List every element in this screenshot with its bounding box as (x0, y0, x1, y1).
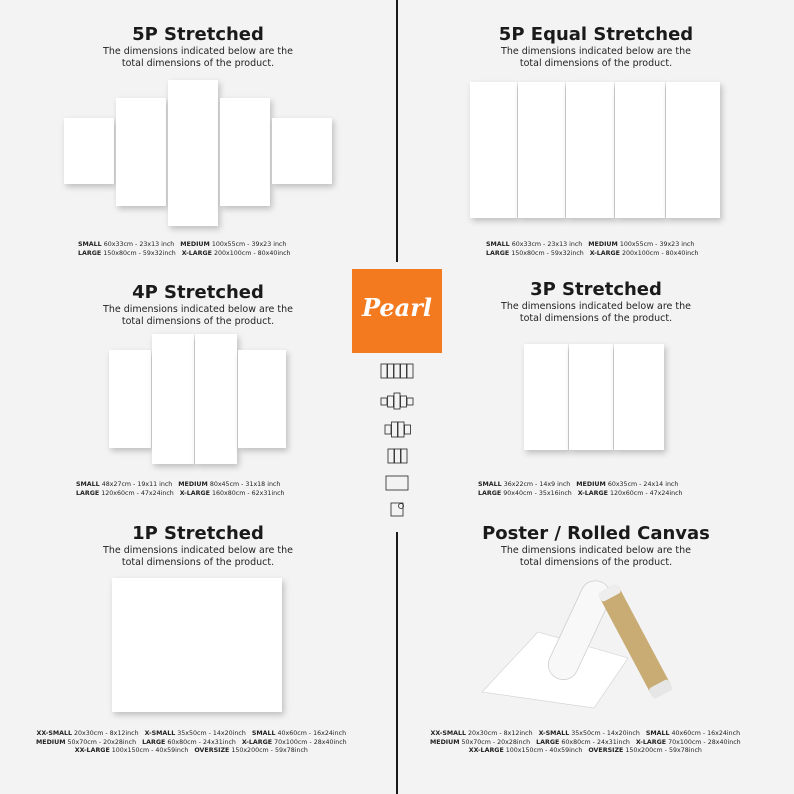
section-title: 5P Equal Stretched (498, 24, 694, 45)
poster-icon (380, 500, 414, 518)
size-option (242, 739, 347, 748)
canvas-panel (238, 350, 286, 448)
section-description-line1: The dimensions indicated below are the (103, 545, 293, 556)
size-row (430, 747, 747, 756)
size-value: 150x200cm - 59x78inch (623, 747, 702, 754)
size-value: 60x33cm - 23x13 inch (101, 241, 175, 248)
size-option (178, 481, 280, 490)
size-value: 35x50cm - 14x20inch (569, 730, 640, 737)
size-option (252, 730, 346, 739)
size-option (539, 730, 640, 739)
size-label: X-LARGE (577, 489, 608, 497)
size-label: X-SMALL (144, 730, 176, 737)
size-row (36, 747, 353, 756)
size-row (486, 250, 705, 259)
size-row (478, 481, 689, 490)
size-value: 20x30cm - 8x12inch (72, 730, 139, 737)
section-title: 4P Stretched (132, 282, 264, 303)
size-value: 80x45cm - 31x18 inch (207, 481, 281, 488)
canvas-panel (195, 334, 237, 464)
section-description-line1: The dimensions indicated below are the (103, 304, 293, 315)
size-value: 120x60cm - 47x24inch (607, 489, 683, 497)
size-label: SMALL (478, 481, 502, 488)
section-description-line2: total dimensions of the product. (519, 313, 673, 324)
size-option (536, 739, 630, 748)
size-label: X-SMALL (538, 730, 570, 737)
size-option (646, 730, 740, 739)
size-value: 160x80cm - 62x31inch (209, 489, 285, 497)
size-label: X-LARGE (635, 738, 667, 746)
size-option (588, 747, 702, 756)
size-value: 150x80cm - 59x32inch (101, 249, 176, 257)
section-title: 3P Stretched (530, 279, 662, 300)
5p-equal-icon (380, 362, 414, 380)
section-poster-rolled-canvas (398, 523, 794, 569)
size-option (145, 730, 246, 739)
size-row (78, 250, 297, 259)
size-option (578, 490, 683, 499)
size-option (76, 490, 174, 499)
canvas-panel (152, 334, 194, 464)
canvas-panel (614, 344, 664, 450)
size-label: MEDIUM (180, 241, 210, 248)
size-option (78, 241, 174, 250)
center-divider-bottom (396, 532, 398, 794)
size-option (142, 739, 236, 748)
size-option (478, 490, 572, 499)
size-list (36, 730, 353, 756)
size-value: 60x80cm - 24x31inch (165, 738, 236, 746)
size-option (478, 481, 570, 490)
size-value: 50x70cm - 20x28inch (65, 738, 137, 746)
canvas-panel (524, 344, 568, 450)
section-3p-stretched (398, 279, 794, 325)
size-label: XX-LARGE (468, 747, 504, 754)
size-label: LARGE (478, 489, 502, 497)
size-label: XX-SMALL (36, 730, 73, 737)
size-label: X-LARGE (179, 489, 210, 497)
size-label: OVERSIZE (588, 747, 624, 754)
section-description-line2: total dimensions of the product. (121, 557, 275, 568)
size-option (180, 241, 286, 250)
3p-icon (380, 447, 414, 465)
size-label: X-LARGE (241, 738, 273, 746)
section-description-line1: The dimensions indicated below are the (501, 545, 691, 556)
size-row (76, 481, 291, 490)
canvas-panel (64, 118, 114, 184)
size-value: 20x30cm - 8x12inch (466, 730, 533, 737)
size-label: LARGE (76, 489, 100, 497)
size-option (194, 747, 308, 756)
size-value: 100x150cm - 40x59inch (503, 747, 583, 754)
section-5p-equal-stretched (398, 24, 794, 70)
size-option (430, 739, 530, 748)
size-option (37, 730, 139, 739)
size-label: MEDIUM (430, 738, 460, 746)
size-value: 90x40cm - 35x16inch (501, 489, 572, 497)
size-label: SMALL (76, 481, 100, 488)
size-value: 150x200cm - 59x78inch (229, 747, 308, 754)
size-value: 100x150cm - 40x59inch (109, 747, 189, 754)
size-value: 50x70cm - 20x28inch (459, 738, 531, 746)
poster-tube-illustration (478, 580, 718, 710)
size-list (76, 481, 291, 498)
size-value: 150x80cm - 59x32inch (509, 249, 584, 257)
size-label: OVERSIZE (194, 747, 230, 754)
size-row (36, 739, 353, 748)
size-row (430, 739, 747, 748)
section-description-line2: total dimensions of the product. (519, 557, 673, 568)
size-row (478, 490, 689, 499)
size-value: 48x27cm - 19x11 inch (99, 481, 173, 488)
size-value: 60x35cm - 24x14 inch (605, 481, 679, 488)
section-description-line2: total dimensions of the product. (121, 316, 275, 327)
size-value: 60x33cm - 23x13 inch (509, 241, 583, 248)
size-list (478, 481, 689, 498)
size-label: MEDIUM (588, 241, 618, 248)
size-value: 70x100cm - 28x40inch (272, 738, 347, 746)
size-option (576, 481, 678, 490)
canvas-panel (518, 82, 565, 218)
size-option (636, 739, 741, 748)
section-5p-stretched (0, 24, 396, 70)
canvas-panel (615, 82, 665, 218)
size-list (486, 241, 705, 258)
size-option (486, 250, 584, 259)
section-1p-stretched (0, 523, 396, 569)
size-option (75, 747, 189, 756)
size-value: 70x100cm - 28x40inch (666, 738, 741, 746)
size-option (76, 481, 172, 490)
size-value: 200x100cm - 80x40inch (211, 249, 291, 257)
section-description-line1: The dimensions indicated below are the (103, 46, 293, 57)
size-option (180, 490, 285, 499)
size-label: SMALL (645, 730, 670, 737)
size-value: 40x60cm - 16x24inch (669, 730, 741, 737)
size-label: X-LARGE (181, 249, 212, 257)
size-label: MEDIUM (576, 481, 606, 488)
size-label: MEDIUM (178, 481, 208, 488)
size-label: LARGE (78, 249, 102, 257)
size-value: 60x80cm - 24x31inch (559, 738, 630, 746)
canvas-panel (220, 98, 270, 206)
section-description-line2: total dimensions of the product. (121, 58, 275, 69)
size-option (469, 747, 583, 756)
section-title: Poster / Rolled Canvas (482, 523, 710, 544)
size-row (78, 241, 297, 250)
5p-icon (380, 392, 414, 410)
logo-text: Pearl (362, 293, 432, 322)
section-description-line1: The dimensions indicated below are the (501, 46, 691, 57)
size-list (78, 241, 297, 258)
size-option (486, 241, 582, 250)
size-row (430, 730, 747, 739)
size-option (78, 250, 176, 259)
size-option (182, 250, 291, 259)
size-row (36, 730, 353, 739)
canvas-panel (116, 98, 166, 206)
canvas-panel (168, 80, 218, 226)
size-option (36, 739, 136, 748)
size-label: SMALL (78, 241, 102, 248)
size-value: 100x55cm - 39x23 inch (209, 241, 287, 248)
section-title: 1P Stretched (132, 523, 264, 544)
size-option (590, 250, 699, 259)
size-value: 36x22cm - 14x9 inch (501, 481, 571, 488)
size-label: XX-SMALL (430, 730, 467, 737)
size-label: MEDIUM (36, 738, 66, 746)
size-label: LARGE (142, 738, 166, 746)
canvas-panel (470, 82, 517, 218)
canvas-panel (112, 578, 282, 712)
size-value: 200x100cm - 80x40inch (619, 249, 699, 257)
size-label: LARGE (536, 738, 560, 746)
4p-icon (380, 420, 414, 438)
size-value: 40x60cm - 16x24inch (275, 730, 347, 737)
size-option (431, 730, 533, 739)
section-4p-stretched (0, 282, 396, 328)
brand-logo (352, 269, 442, 353)
size-value: 120x60cm - 47x24inch (99, 489, 174, 497)
size-row (76, 490, 291, 499)
canvas-panel (666, 82, 720, 218)
canvas-panel (272, 118, 332, 184)
section-description-line2: total dimensions of the product. (519, 58, 673, 69)
size-label: SMALL (486, 241, 510, 248)
size-list (430, 730, 747, 756)
size-row (486, 241, 705, 250)
size-label: XX-LARGE (74, 747, 110, 754)
size-label: LARGE (486, 249, 510, 257)
canvas-panel (566, 82, 614, 218)
section-description-line1: The dimensions indicated below are the (501, 301, 691, 312)
size-label: X-LARGE (589, 249, 620, 257)
size-option (588, 241, 694, 250)
canvas-panel (569, 344, 613, 450)
size-label: SMALL (251, 730, 276, 737)
size-value: 100x55cm - 39x23 inch (617, 241, 695, 248)
1p-icon (380, 474, 414, 492)
size-value: 35x50cm - 14x20inch (175, 730, 246, 737)
canvas-panel (109, 350, 151, 448)
section-title: 5P Stretched (132, 24, 264, 45)
